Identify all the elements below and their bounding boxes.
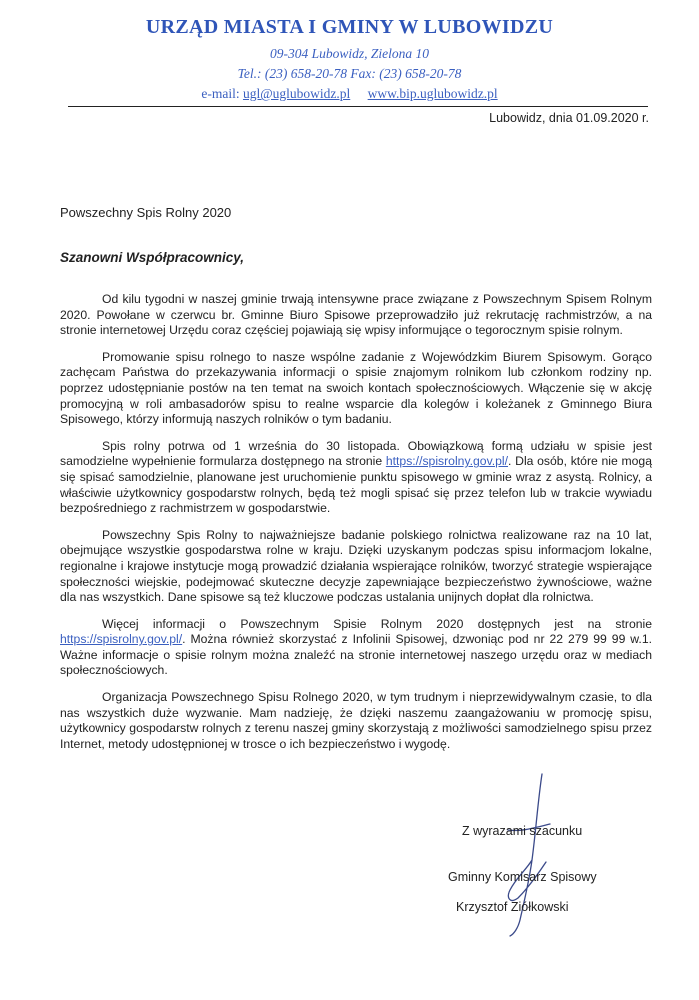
paragraph-1: Od kilu tygodni w naszej gminie trwają intensywne prace związane z Powszechnym Spisem Rolnym 2020. Powołane w czerwcu br. Gminne Biuro Spisowe przeprowadziło już rekrutację rachmistrzów, a na stronie internetowej Urzędu coraz częściej pojawiają się wpisy informujące o tegorocznym spisie rolnym. <box>60 292 652 338</box>
closing-phrase: Z wyrazami szacunku <box>462 824 583 838</box>
spisrolny-link-2[interactable]: https://spisrolny.gov.pl/ <box>60 632 183 647</box>
paragraph-5-text-b: . Można również skorzystać z Infolinii Spisowej, dzwoniąc pod nr 22 279 99 99 w.1. Ważne informacje o spisie rolnym można znaleźć na stronie internetowej naszego urzędu oraz w mediach społecznościowych. <box>60 632 652 678</box>
paragraph-5-text-a: Więcej informacji o Powszechnym Spisie Rolnym 2020 dostępnych jest na stronie <box>102 616 652 631</box>
paragraph-6: Organizacja Powszechnego Spisu Rolnego 2020, w tym trudnym i nieprzewidywalnym czasie, to dla nas wszystkich duże wyzwanie. Mam nadzieję, że dzięki naszemu zaangażowaniu w promocję spisu, użytkownicy gospodarstw rolnych z terenu naszej gminy skorzystają z możliwości samodzielnego spisu przez Internet, metody udostępnionej w trosce o ich bezpieczeństwo i wygodę. <box>60 690 652 751</box>
letterhead-contact <box>0 86 699 102</box>
letterhead-title: URZĄD MIASTA I GMINY W LUBOWIDZU <box>145 16 554 38</box>
paragraph-3-text-a: Spis rolny potrwa od 1 września do 30 listopada. Obowiązkową formą udziału w spisie jest samodzielne wypełnienie formularza dostępnego na stronie <box>60 438 652 469</box>
header-divider <box>68 106 648 107</box>
paragraph-3 <box>60 439 652 517</box>
signer-name: Krzysztof Ziółkowski <box>456 900 569 914</box>
email-link[interactable]: ugl@uglubowidz.pl <box>242 86 351 101</box>
letterhead-phone-fax: Tel.: (23) 658-20-78 Fax: (23) 658-20-78 <box>237 66 462 81</box>
spisrolny-link[interactable]: https://spisrolny.gov.pl/ <box>385 454 509 469</box>
paragraph-3-text-b: . Dla osób, które nie mogą się spisać samodzielnie, planowane jest uruchomienie punktu spisowego w gminie wraz z asystą. Rolnicy, a właściwie użytkownicy gospodarstw rolnych, będą też mogli spisać się przez telefon lub w trakcie wywiadu bezpośredniego z rachmistrzem w gospodarstwie. <box>60 454 652 516</box>
letter-subject: Powszechny Spis Rolny 2020 <box>60 205 232 220</box>
email-label: e-mail: <box>201 86 240 101</box>
letterhead-address: 09-304 Lubowidz, Zielona 10 <box>269 46 429 61</box>
paragraph-2: Promowanie spisu rolnego to nasze wspólne zadanie z Wojewódzkim Biurem Spisowym. Gorąco zachęcam Państwa do przekazywania informacji o spisie znajomym rolnikom lub członkom rodziny np. poprzez udostępnianie postów na ten temat na swoich kontach społecznościowych. Włączenie się w akcję promocyjną w roli ambasadorów spisu to realne wsparcie dla kolegów i koleżanek z Gminnego Biura Spisowego, którzy informują naszych rolników o tym badaniu. <box>60 349 652 427</box>
letter-body <box>60 292 652 763</box>
paragraph-5 <box>60 617 652 679</box>
paragraph-4: Powszechny Spis Rolny to najważniejsze badanie polskiego rolnictwa realizowane raz na 10 lat, obejmujące wszystkie gospodarstwa rolne w kraju. Dzięki uzyskanym podczas spisu informacjom lokalne, regionalne i krajowe instytucje mogą prowadzić działania wspierające rolników, tworzyć strategie wspierające społeczności wiejskie, podejmować skuteczne decyzje zapewniające bezpieczeństwo żywnościowe, ważne dla nas wszystkich. Dane spisowe są też kluczowe podczas ustalania unijnych dopłat dla rolnictwa. <box>60 527 652 605</box>
salutation: Szanowni Współpracownicy, <box>60 250 245 265</box>
signer-role: Gminny Komisarz Spisowy <box>448 870 597 884</box>
website-link[interactable]: www.bip.uglubowidz.pl <box>367 86 498 101</box>
handwritten-signature <box>480 770 570 940</box>
date-line: Lubowidz, dnia 01.09.2020 r. <box>489 111 649 125</box>
